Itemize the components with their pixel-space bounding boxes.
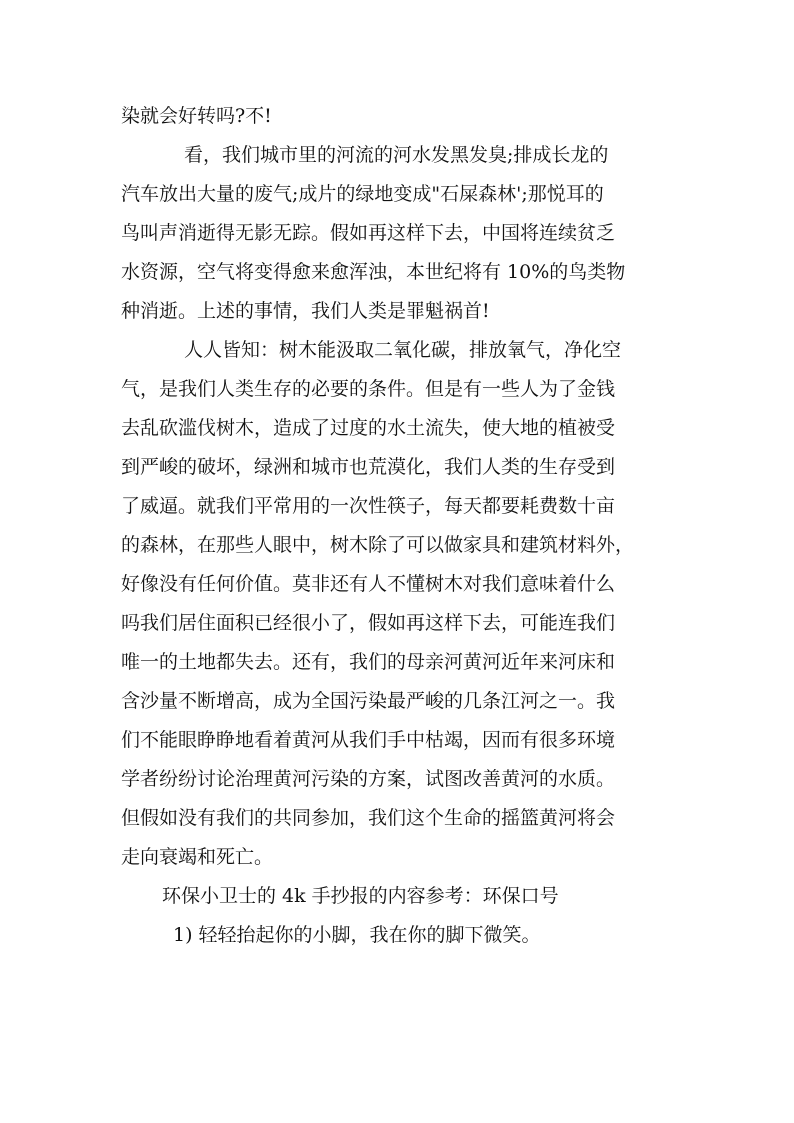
text-line: 但假如没有我们的共同参加，我们这个生命的摇篮黄河将会 [121,807,616,829]
text-line: 走向衰竭和死亡。 [121,846,274,868]
text-line: 好像没有任何价值。莫非还有人不懂树木对我们意味着什么 [121,573,616,595]
text-line: 学者纷纷讨论治理黄河污染的方案，试图改善黄河的水质。 [121,768,616,790]
text-line: 去乱砍滥伐树木，造成了过度的水土流失，使大地的植被受 [121,417,616,439]
text-line: 气，是我们人类生存的必要的条件。但是有一些人为了金钱 [121,378,616,400]
text-line: 吗我们居住面积已经很小了，假如再这样下去，可能连我们 [121,612,616,634]
text-line: 含沙量不断增高，成为全国污染最严峻的几条江河之一。我 [121,690,616,712]
text-line: 唯一的土地都失去。还有，我们的母亲河黄河近年来河床和 [121,651,616,673]
text-line: 们不能眼睁睁地看着黄河从我们手中枯竭，因而有很多环境 [121,729,616,751]
paragraph-start-line: 看，我们城市里的河流的河水发黑发臭;排成长龙的 [184,144,609,166]
text-line: 染就会好转吗?不! [121,105,272,127]
paragraph-start-line: 人人皆知：树木能汲取二氧化碳，排放氧气，净化空 [184,339,622,361]
text-line: 水资源，空气将变得愈来愈浑浊，本世纪将有 10%的鸟类物 [121,261,626,283]
section-heading-line: 环保小卫士的 4k 手抄报的内容参考：环保口号 [162,885,559,907]
text-line: 到严峻的破坏，绿洲和城市也荒漠化，我们人类的生存受到 [121,456,616,478]
text-line: 的森林，在那些人眼中，树木除了可以做家具和建筑材料外， [121,534,635,556]
slogan-list-item: 1) 轻轻抬起你的小脚，我在你的脚下微笑。 [173,924,541,946]
text-line: 种消逝。上述的事情，我们人类是罪魁祸首! [121,300,490,322]
text-line: 了威逼。就我们平常用的一次性筷子，每天都要耗费数十亩 [121,495,616,517]
document-body [121,97,681,955]
text-line: 汽车放出大量的废气;成片的绿地变成"石屎森林';那悦耳的 [121,183,604,205]
text-line: 鸟叫声消逝得无影无踪。假如再这样下去，中国将连续贫乏 [121,222,616,244]
